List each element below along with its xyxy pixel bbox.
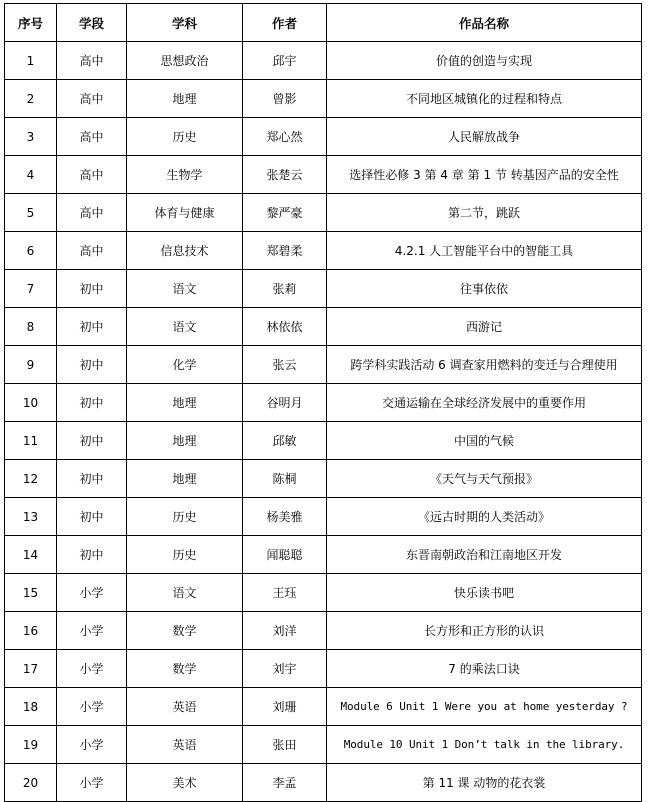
cell-subject: 数学	[127, 650, 243, 688]
cell-no: 2	[5, 80, 57, 118]
cell-no: 9	[5, 346, 57, 384]
cell-no: 16	[5, 612, 57, 650]
cell-title: 东晋南朝政治和江南地区开发	[327, 536, 642, 574]
cell-stage: 初中	[57, 308, 127, 346]
table-row	[5, 156, 642, 194]
header-stage: 学段	[57, 4, 127, 42]
table-row	[5, 422, 642, 460]
works-table	[4, 3, 642, 802]
cell-subject: 体育与健康	[127, 194, 243, 232]
cell-title: 第 11 课 动物的花衣裳	[327, 764, 642, 802]
table-row	[5, 650, 642, 688]
header-no: 序号	[5, 4, 57, 42]
cell-title: 《天气与天气预报》	[327, 460, 642, 498]
cell-author: 谷明月	[243, 384, 327, 422]
cell-subject: 生物学	[127, 156, 243, 194]
cell-stage: 初中	[57, 270, 127, 308]
cell-stage: 高中	[57, 80, 127, 118]
cell-author: 张楚云	[243, 156, 327, 194]
table-row	[5, 42, 642, 80]
cell-stage: 小学	[57, 764, 127, 802]
cell-subject: 信息技术	[127, 232, 243, 270]
table-row	[5, 612, 642, 650]
cell-author: 陈桐	[243, 460, 327, 498]
table-row	[5, 80, 642, 118]
table-row	[5, 232, 642, 270]
cell-author: 刘洋	[243, 612, 327, 650]
cell-stage: 高中	[57, 42, 127, 80]
cell-title: 选择性必修 3 第 4 章 第 1 节 转基因产品的安全性	[327, 156, 642, 194]
cell-author: 林依依	[243, 308, 327, 346]
cell-stage: 小学	[57, 688, 127, 726]
table-row	[5, 536, 642, 574]
cell-subject: 语文	[127, 574, 243, 612]
cell-author: 黎严豪	[243, 194, 327, 232]
cell-no: 3	[5, 118, 57, 156]
cell-title: 往事依依	[327, 270, 642, 308]
cell-stage: 初中	[57, 498, 127, 536]
cell-no: 6	[5, 232, 57, 270]
cell-stage: 初中	[57, 422, 127, 460]
header-row	[5, 4, 642, 42]
cell-stage: 小学	[57, 726, 127, 764]
cell-no: 20	[5, 764, 57, 802]
cell-title: 《远古时期的人类活动》	[327, 498, 642, 536]
cell-subject: 地理	[127, 80, 243, 118]
cell-title: 跨学科实践活动 6 调查家用燃料的变迁与合理使用	[327, 346, 642, 384]
cell-subject: 地理	[127, 422, 243, 460]
cell-no: 12	[5, 460, 57, 498]
cell-author: 张田	[243, 726, 327, 764]
cell-stage: 小学	[57, 650, 127, 688]
cell-no: 10	[5, 384, 57, 422]
cell-title: 不同地区城镇化的过程和特点	[327, 80, 642, 118]
cell-subject: 语文	[127, 270, 243, 308]
cell-title: 价值的创造与实现	[327, 42, 642, 80]
cell-title: 中国的气候	[327, 422, 642, 460]
cell-stage: 初中	[57, 346, 127, 384]
cell-title: 快乐读书吧	[327, 574, 642, 612]
table-row	[5, 270, 642, 308]
table-row	[5, 308, 642, 346]
cell-author: 王珏	[243, 574, 327, 612]
cell-author: 曾影	[243, 80, 327, 118]
cell-subject: 英语	[127, 726, 243, 764]
cell-stage: 高中	[57, 232, 127, 270]
cell-title: 交通运输在全球经济发展中的重要作用	[327, 384, 642, 422]
cell-author: 刘宇	[243, 650, 327, 688]
cell-title: 4.2.1 人工智能平台中的智能工具	[327, 232, 642, 270]
cell-no: 5	[5, 194, 57, 232]
cell-title: 西游记	[327, 308, 642, 346]
cell-no: 7	[5, 270, 57, 308]
cell-no: 18	[5, 688, 57, 726]
cell-author: 张云	[243, 346, 327, 384]
cell-stage: 高中	[57, 118, 127, 156]
cell-author: 闻聪聪	[243, 536, 327, 574]
cell-author: 郑心然	[243, 118, 327, 156]
cell-stage: 小学	[57, 574, 127, 612]
cell-stage: 小学	[57, 612, 127, 650]
cell-stage: 高中	[57, 156, 127, 194]
cell-title: 人民解放战争	[327, 118, 642, 156]
table-row	[5, 194, 642, 232]
cell-title: 第二节，跳跃	[327, 194, 642, 232]
table-row	[5, 764, 642, 802]
cell-title: 7 的乘法口诀	[327, 650, 642, 688]
cell-subject: 历史	[127, 536, 243, 574]
cell-subject: 地理	[127, 460, 243, 498]
cell-stage: 初中	[57, 536, 127, 574]
cell-no: 11	[5, 422, 57, 460]
cell-subject: 化学	[127, 346, 243, 384]
table-row	[5, 346, 642, 384]
cell-author: 邱宇	[243, 42, 327, 80]
cell-subject: 历史	[127, 118, 243, 156]
cell-no: 14	[5, 536, 57, 574]
header-subject: 学科	[127, 4, 243, 42]
cell-subject: 数学	[127, 612, 243, 650]
cell-subject: 美术	[127, 764, 243, 802]
cell-subject: 地理	[127, 384, 243, 422]
cell-no: 15	[5, 574, 57, 612]
cell-author: 邱敏	[243, 422, 327, 460]
cell-no: 17	[5, 650, 57, 688]
table-row	[5, 574, 642, 612]
cell-no: 13	[5, 498, 57, 536]
table-row	[5, 726, 642, 764]
table-row	[5, 118, 642, 156]
cell-stage: 高中	[57, 194, 127, 232]
cell-stage: 初中	[57, 384, 127, 422]
cell-no: 1	[5, 42, 57, 80]
cell-subject: 历史	[127, 498, 243, 536]
header-title: 作品名称	[327, 4, 642, 42]
cell-title: Module 6 Unit 1 Were you at home yesterday ?	[327, 688, 642, 726]
table-row	[5, 384, 642, 422]
cell-no: 8	[5, 308, 57, 346]
cell-author: 郑碧柔	[243, 232, 327, 270]
cell-no: 4	[5, 156, 57, 194]
table-row	[5, 688, 642, 726]
cell-subject: 英语	[127, 688, 243, 726]
cell-stage: 初中	[57, 460, 127, 498]
cell-title: Module 10 Unit 1 Don’t talk in the library.	[327, 726, 642, 764]
cell-author: 杨美雅	[243, 498, 327, 536]
cell-author: 李孟	[243, 764, 327, 802]
cell-subject: 思想政治	[127, 42, 243, 80]
cell-title: 长方形和正方形的认识	[327, 612, 642, 650]
cell-author: 张莉	[243, 270, 327, 308]
cell-author: 刘珊	[243, 688, 327, 726]
cell-subject: 语文	[127, 308, 243, 346]
table-body	[5, 42, 642, 802]
table-row	[5, 460, 642, 498]
cell-no: 19	[5, 726, 57, 764]
table-row	[5, 498, 642, 536]
header-author: 作者	[243, 4, 327, 42]
